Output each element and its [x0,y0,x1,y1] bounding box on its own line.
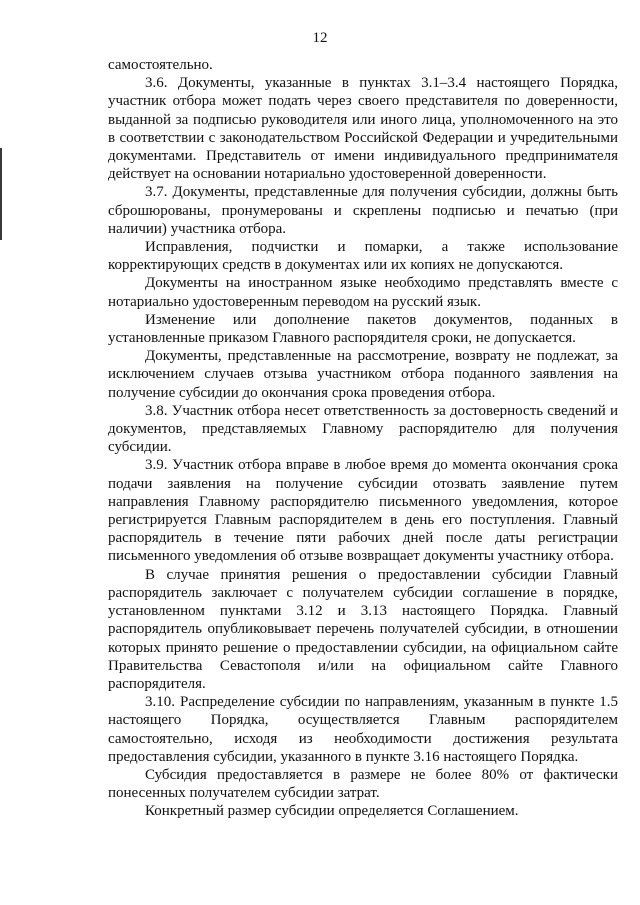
paragraph-corrections: Исправления, подчистки и помарки, а также использование корректирующих средств в документах или их копиях не допускаются. [108,239,618,274]
paragraph-continuation: самостоятельно. [108,57,213,73]
page-number: 12 [312,30,328,46]
paragraph-3-10: 3.10. Распределение субсидии по направлениям, указанным в пункте 1.5 настоящего Порядка, осуществляется Главным распорядителем самостоятельно, исходя из необходимости достижения результата предоставления субсидии, указанного в пункте 3.16 настоящего Порядка. [108,694,618,765]
paragraph-agreement: В случае принятия решения о предоставлении субсидии Главный распорядитель заключает с получателем субсидии соглашение в порядке, установленном пунктами 3.12 и 3.13 настоящего Порядка. Главный распорядитель опубликовывает перечень получателей субсидии, в отношении которых принято решение о предоставлении субсидии, на официальном сайте Правительства Севастополя и/или на официальном сайте Главного распорядителя. [108,566,618,692]
paragraph-3-6: 3.6. Документы, указанные в пунктах 3.1–3.4 настоящего Порядка, участник отбора может подать через своего представителя по доверенности, выданной за подписью руководителя или иного лица, уполномоченного на это в соответствии с законодательством Российской Федерации и учредительными документами. Представитель от имени индивидуального предпринимателя действует на основании нотариально удостоверенной доверенности. [108,75,618,183]
document-body [108,56,618,821]
paragraph-subsidy-limit: Субсидия предоставляется в размере не более 80% от фактически понесенных получателем субсидии затрат. [108,766,618,802]
paragraph-no-return: Документы, представленные на рассмотрение, возврату не подлежат, за исключением случаев отзыва участником отбора поданного заявления на получение субсидии до окончания срока проведения отбора. [108,348,618,401]
paragraph-foreign-language: Документы на иностранном языке необходимо представлять вместе с нотариально удостоверенным переводом на русский язык. [108,275,618,310]
paragraph-3-9: 3.9. Участник отбора вправе в любое время до момента окончания срока подачи заявления на получение субсидии отозвать заявление путем направления Главному распорядителю письменного уведомления, которое регистрируется Главным распорядителем в день его поступления. Главный распорядитель в течение пяти рабочих дней после даты регистрации письменного уведомления об отзыве возвращает документы участнику отбора. [108,457,618,565]
paragraph-3-8: 3.8. Участник отбора несет ответственность за достоверность сведений и документов, представляемых Главному распорядителю для получения субсидии. [108,402,618,456]
paragraph-3-7: 3.7. Документы, представленные для получения субсидии, должны быть сброшюрованы, пронумерованы и скреплены подписью и печатью (при наличии) участника отбора. [108,184,618,237]
paragraph-changes: Изменение или дополнение пакетов документов, поданных в установленные приказом Главного распорядителя сроки, не допускается. [108,311,618,347]
paragraph-subsidy-amount: Конкретный размер субсидии определяется Соглашением. [145,803,519,820]
scan-edge-mark [0,148,2,240]
